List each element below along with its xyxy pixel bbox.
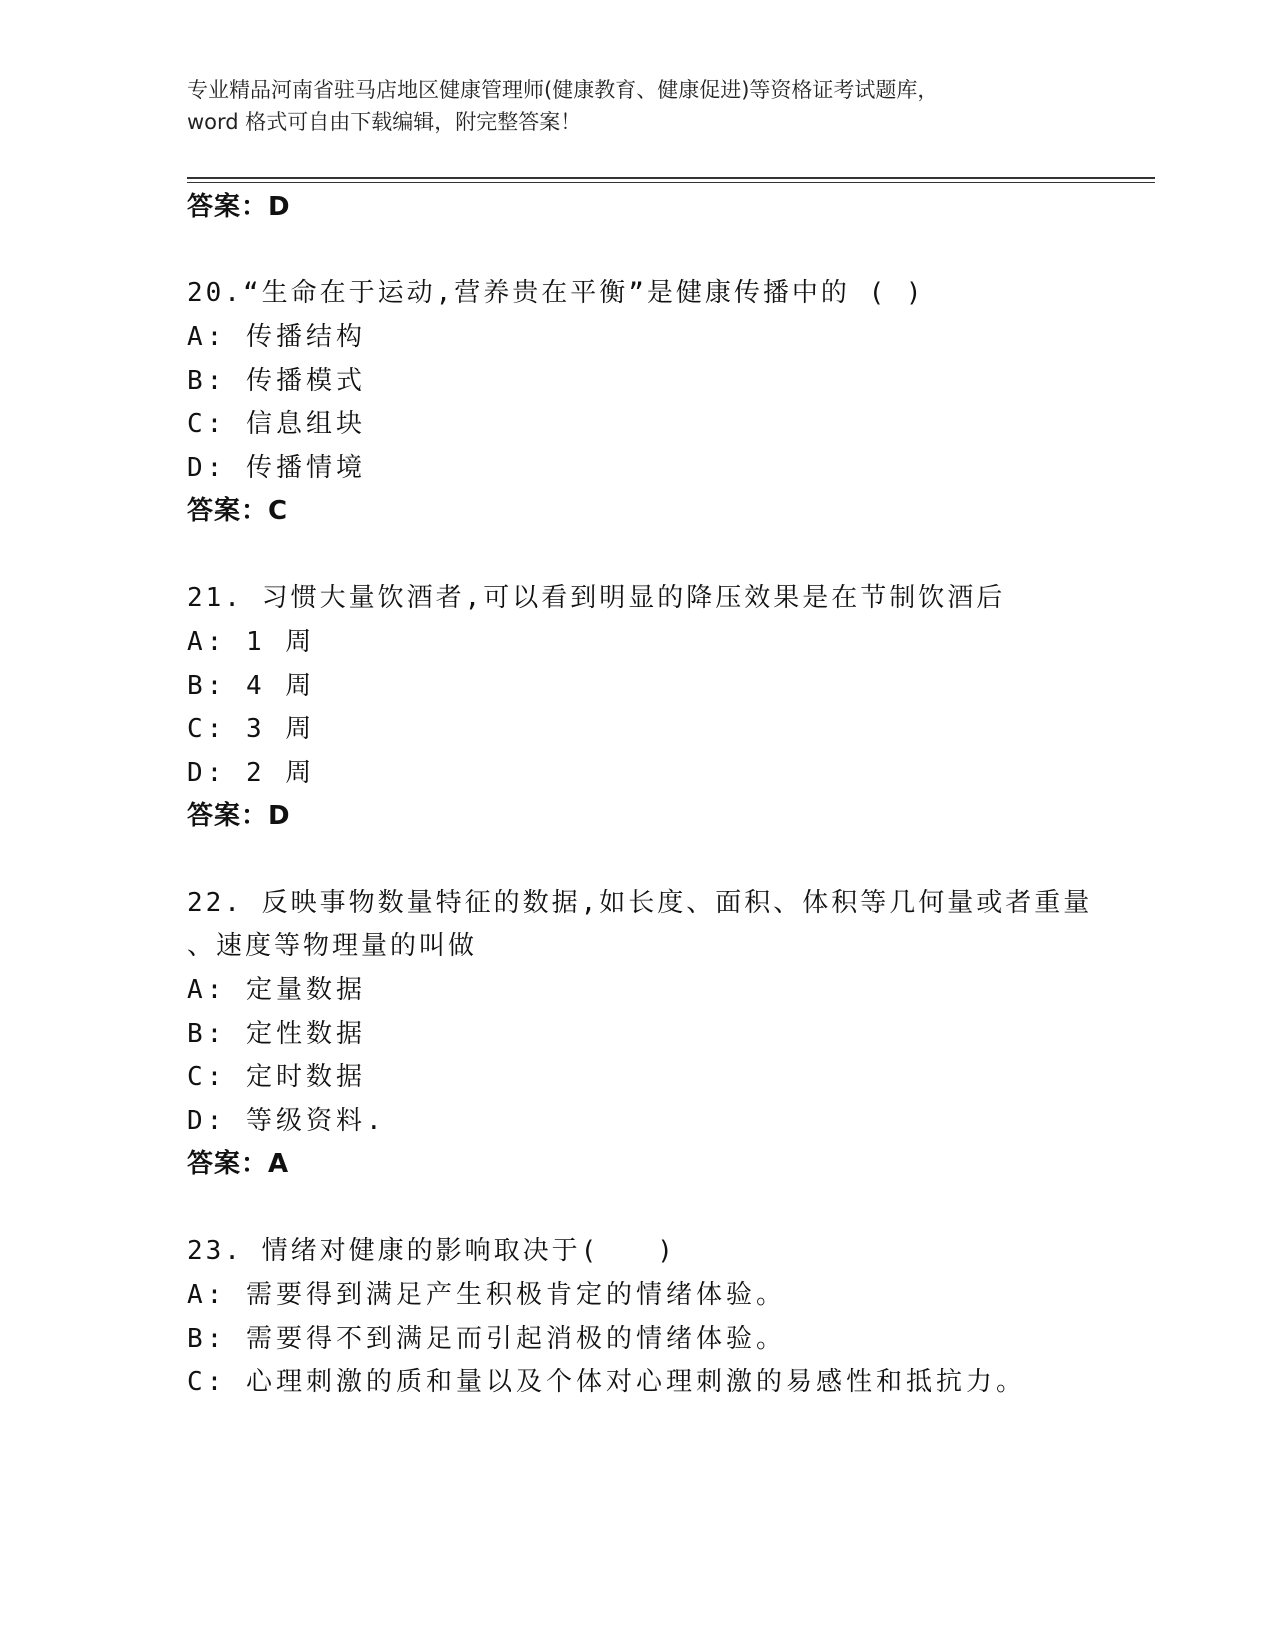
question-20-option-a: A: 传播结构 xyxy=(187,322,366,352)
question-21-option-a: A: 1 周 xyxy=(187,627,316,657)
question-23-option-a: A: 需要得到满足产生积极肯定的情绪体验。 xyxy=(187,1280,786,1310)
question-22-option-d: D: 等级资料. xyxy=(187,1106,386,1136)
question-21-option-c: C: 3 周 xyxy=(187,714,316,744)
question-20-answer: 答案：C xyxy=(187,496,289,526)
question-22-option-b: B: 定性数据 xyxy=(187,1019,366,1049)
question-22-stem: 22. 反映事物数量特征的数据,如长度、面积、体积等几何量或者重量 xyxy=(187,888,1093,918)
question-21-stem: 21. 习惯大量饮酒者,可以看到明显的降压效果是在节制饮酒后 xyxy=(187,583,1006,613)
question-21-option-d: D: 2 周 xyxy=(187,758,316,788)
question-20-option-b: B: 传播模式 xyxy=(187,366,366,396)
question-20-option-c: C: 信息组块 xyxy=(187,409,366,439)
previous-answer: 答案：D xyxy=(187,192,291,222)
header-line-2: word 格式可自由下载编辑，附完整答案！ xyxy=(187,110,582,134)
page-header xyxy=(187,74,1087,138)
question-22-answer: 答案：A xyxy=(187,1149,290,1179)
question-22-option-a: A: 定量数据 xyxy=(187,975,366,1005)
question-23-stem: 23. 情绪对健康的影响取决于( ) xyxy=(187,1236,676,1266)
question-23-option-b: B: 需要得不到满足而引起消极的情绪体验。 xyxy=(187,1324,786,1354)
question-22-option-c: C: 定时数据 xyxy=(187,1062,366,1092)
question-21-option-b: B: 4 周 xyxy=(187,671,316,701)
header-rule-thick xyxy=(187,177,1155,179)
question-22-stem-continued: 、速度等物理量的叫做 xyxy=(187,931,478,961)
question-20-stem: 20.“生命在于运动,营养贵在平衡”是健康传播中的 ( ) xyxy=(187,278,925,308)
question-21-answer: 答案：D xyxy=(187,801,291,831)
question-20-option-d: D: 传播情境 xyxy=(187,453,366,483)
header-rule-thin xyxy=(187,182,1155,183)
question-23-option-c: C: 心理刺激的质和量以及个体对心理刺激的易感性和抵抗力。 xyxy=(187,1367,1026,1397)
header-line-1: 专业精品河南省驻马店地区健康管理师(健康教育、健康促进)等资格证考试题库， xyxy=(187,78,939,102)
